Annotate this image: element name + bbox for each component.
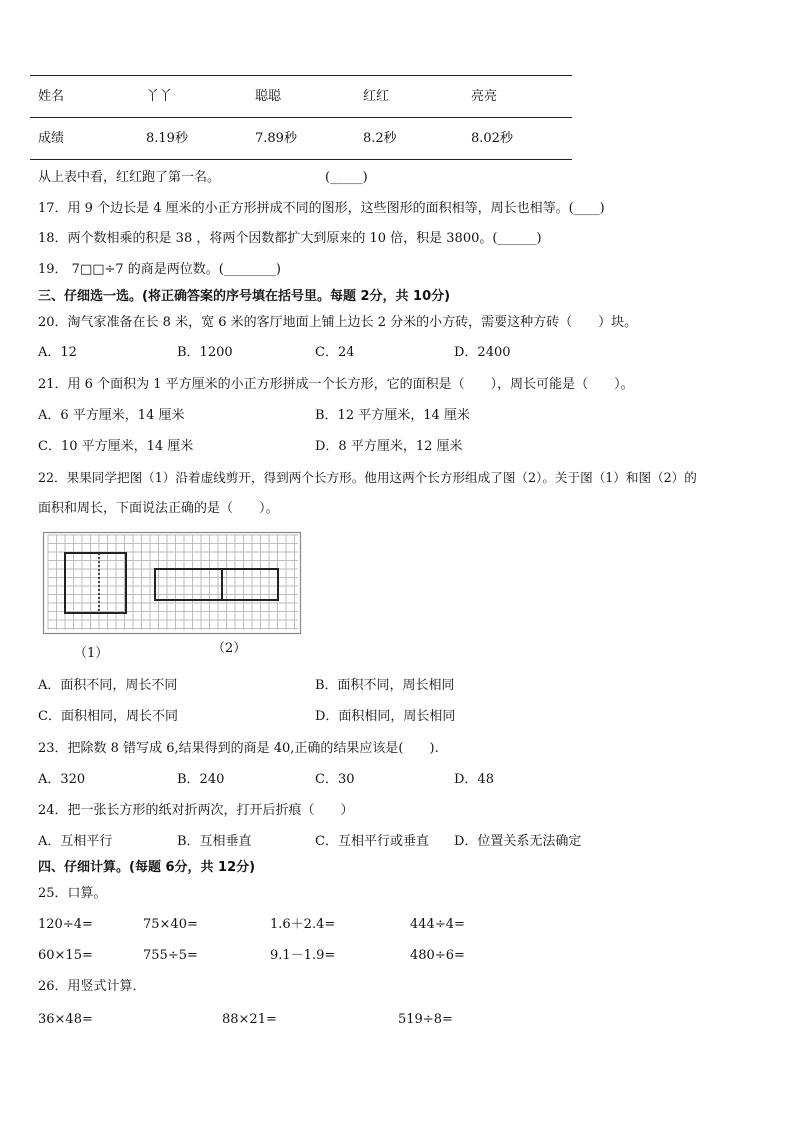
q25-item: 444÷4= (410, 917, 465, 932)
q21-option-d[interactable]: D．8 平方厘米，12 厘米 (315, 439, 463, 454)
figure-2-label: （2） (212, 641, 247, 656)
table-mid-rule (30, 117, 572, 118)
q20-option-c[interactable]: C．24 (315, 345, 355, 360)
table-header-student-3: 红红 (363, 89, 390, 104)
q22-option-d[interactable]: D．面积相同，周长相同 (315, 709, 456, 724)
q25-item: 60×15= (38, 948, 93, 963)
q26-title: 26．用竖式计算． (38, 979, 146, 994)
table-cell-score-3: 8.2秒 (363, 131, 397, 146)
q25-item: 755÷5= (143, 948, 198, 963)
q21-option-b[interactable]: B．12 平方厘米，14 厘米 (315, 408, 470, 423)
figure-1-label: （1） (74, 646, 109, 661)
q23-option-a[interactable]: A．320 (38, 772, 86, 787)
table-header-student-2: 聪聪 (255, 89, 282, 104)
q25-item: 480÷6= (410, 948, 465, 963)
section-4-heading: 四、仔细计算。(每题 6分，共 12分) (38, 860, 256, 875)
q18-statement: 18．两个数相乘的积是 38 ，将两个因数都扩大到原来的 10 倍，积是 3800。(______) (38, 231, 542, 246)
q24-option-b[interactable]: B．互相垂直 (177, 834, 252, 849)
q23-option-c[interactable]: C．30 (315, 772, 355, 787)
q24-option-a[interactable]: A．互相平行 (38, 834, 113, 849)
q25-item: 9.1－1.9= (270, 948, 336, 963)
figure-2-rectangle (155, 569, 278, 600)
q24-option-c[interactable]: C．互相平行或垂直 (315, 834, 429, 849)
grid-lines (48, 535, 298, 630)
q25-item: 1.6＋2.4= (270, 917, 336, 932)
table-top-rule (30, 75, 572, 76)
q22-stem-line-1: 22．果果同学把图（1）沿着虚线剪开，得到两个长方形。他用这两个长方形组成了图（2）。关于图（1）和图（2）的 (38, 470, 697, 485)
table-header-student-1: 丫丫 (146, 89, 173, 104)
q16-statement: 从上表中看，红红跑了第一名。 (38, 170, 221, 185)
q25-title: 25．口算。 (38, 886, 107, 901)
q21-option-a[interactable]: A．6 平方厘米，14 厘米 (38, 408, 185, 423)
q26-item: 36×48= (38, 1012, 93, 1027)
table-cell-score-2: 7.89秒 (255, 131, 297, 146)
q25-item: 75×40= (143, 917, 198, 932)
q22-option-b[interactable]: B．面积不同，周长相同 (315, 678, 455, 693)
section-3-heading: 三、仔细选一选。(将正确答案的序号填在括号里。每题 2分，共 10分) (38, 289, 451, 304)
q24-option-d[interactable]: D．位置关系无法确定 (454, 834, 582, 849)
table-cell-score-4: 8.02秒 (471, 131, 513, 146)
q22-grid-figure (40, 530, 305, 640)
q25-item: 120÷4= (38, 917, 93, 932)
table-bottom-rule (30, 159, 572, 160)
q23-stem: 23．把除数 8 错写成 6,结果得到的商是 40,正确的结果应该是( ). (38, 741, 439, 756)
q23-option-d[interactable]: D．48 (454, 772, 494, 787)
q21-option-c[interactable]: C．10 平方厘米，14 厘米 (38, 439, 194, 454)
q20-option-b[interactable]: B．1200 (177, 345, 233, 360)
q16-answer-blank[interactable]: (_____) (325, 170, 368, 185)
figure-1-square (65, 553, 126, 613)
table-cell-score-1: 8.19秒 (146, 131, 188, 146)
q22-option-c[interactable]: C．面积相同，周长不同 (38, 709, 178, 724)
table-row-label: 成绩 (38, 131, 65, 146)
q23-option-b[interactable]: B．240 (177, 772, 225, 787)
q21-stem: 21．用 6 个面积为 1 平方厘米的小正方形拼成一个长方形，它的面积是（ ），周长可能是（ ）。 (38, 377, 634, 392)
q20-option-a[interactable]: A．12 (38, 345, 77, 360)
q20-stem: 20．淘气家准备在长 8 米，宽 6 米的客厅地面上铺上边长 2 分米的小方砖，需要这种方砖（ ）块。 (38, 315, 638, 330)
q22-option-a[interactable]: A．面积不同，周长不同 (38, 678, 178, 693)
q17-statement: 17．用 9 个边长是 4 厘米的小正方形拼成不同的图形，这些图形的面积相等，周长也相等。(____) (38, 201, 605, 216)
q26-item: 88×21= (222, 1012, 277, 1027)
q22-stem-line-2: 面积和周长，下面说法正确的是（ ）。 (38, 501, 279, 516)
q19-statement: 19． 7□□÷7 的商是两位数。(________) (38, 262, 281, 277)
table-header-student-4: 亮亮 (471, 89, 498, 104)
q26-item: 519÷8= (398, 1012, 453, 1027)
table-header-name: 姓名 (38, 89, 65, 104)
q24-stem: 24．把一张长方形的纸对折两次，打开后折痕（ ） (38, 803, 354, 818)
q20-option-d[interactable]: D．2400 (454, 345, 511, 360)
